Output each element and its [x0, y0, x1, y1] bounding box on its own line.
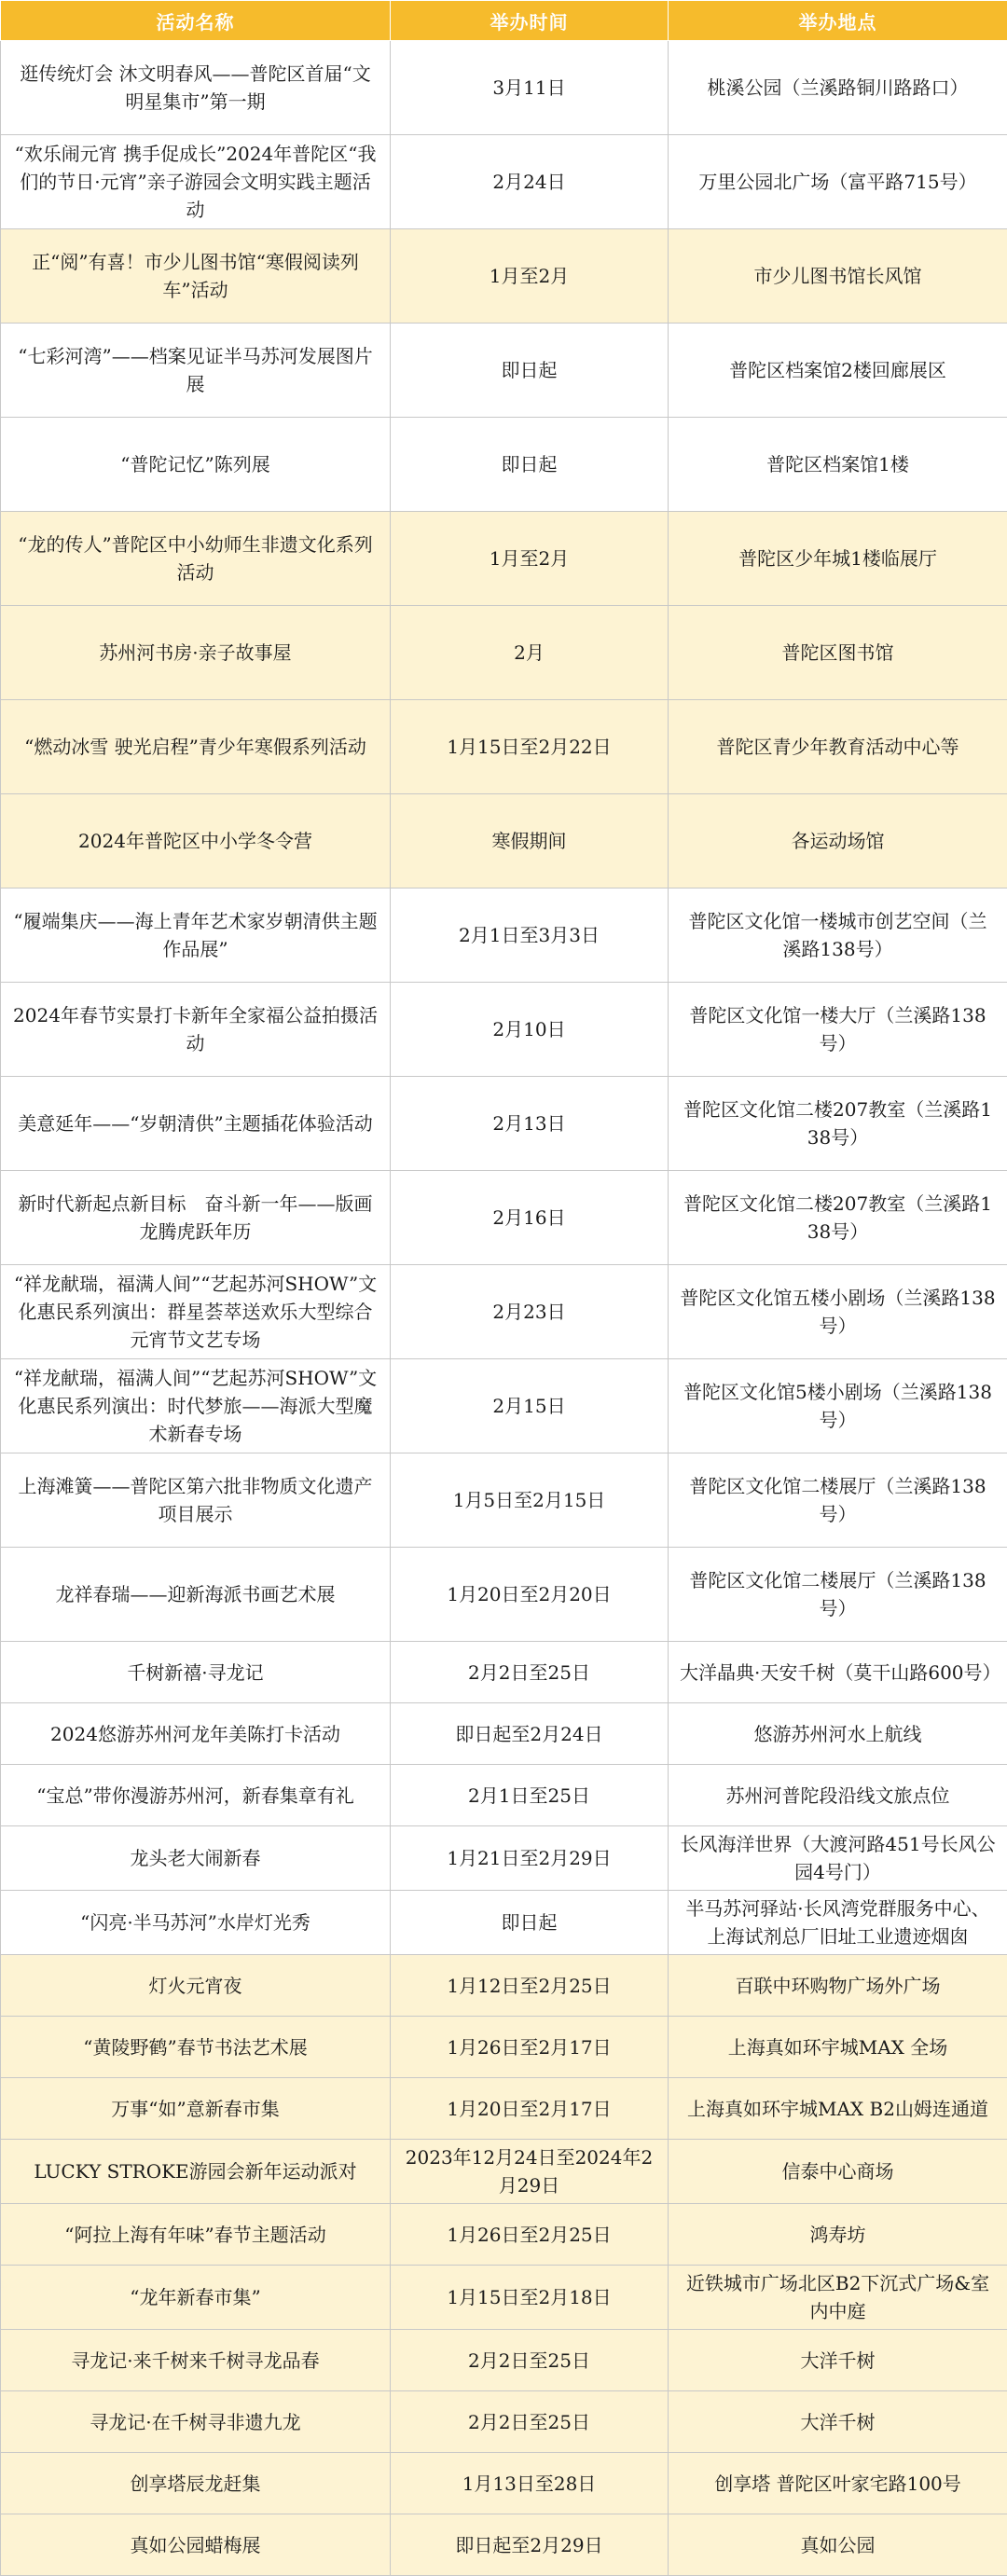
cell-activity-place: 普陀区文化馆二楼207教室（兰溪路138号）: [669, 1171, 1007, 1265]
cell-activity-name: “龙年新春市集”: [1, 2266, 391, 2330]
cell-activity-time: 1月20日至2月20日: [391, 1548, 669, 1642]
table-row: [1, 1891, 1007, 1955]
cell-activity-name: “宝总”带你漫游苏州河，新春集章有礼: [1, 1765, 391, 1826]
cell-activity-name: “祥龙献瑞，福满人间”“艺起苏河SHOW”文化惠民系列演出：群星荟萃送欢乐大型综合元宵节文艺专场: [1, 1265, 391, 1359]
cell-activity-place: 普陀区文化馆二楼展厅（兰溪路138号）: [669, 1548, 1007, 1642]
cell-activity-name: “祥龙献瑞，福满人间”“艺起苏河SHOW”文化惠民系列演出：时代梦旅——海派大型魔术新春专场: [1, 1359, 391, 1453]
table-row: [1, 606, 1007, 700]
table-row: [1, 1453, 1007, 1548]
cell-activity-place: 普陀区图书馆: [669, 606, 1007, 700]
cell-activity-name: “燃动冰雪 驶光启程”青少年寒假系列活动: [1, 700, 391, 794]
table-row: [1, 1359, 1007, 1453]
cell-activity-time: 2月13日: [391, 1077, 669, 1171]
table-row: [1, 1548, 1007, 1642]
table-row: [1, 229, 1007, 324]
cell-activity-time: 1月5日至2月15日: [391, 1453, 669, 1548]
cell-activity-place: 鸿寿坊: [669, 2204, 1007, 2266]
cell-activity-name: 创享塔辰龙赶集: [1, 2453, 391, 2514]
table-row: [1, 2266, 1007, 2330]
cell-activity-time: 即日起: [391, 324, 669, 418]
cell-activity-name: 逛传统灯会 沐文明春风——普陀区首届“文明星集市”第一期: [1, 41, 391, 135]
cell-activity-place: 普陀区少年城1楼临展厅: [669, 512, 1007, 606]
cell-activity-place: 悠游苏州河水上航线: [669, 1703, 1007, 1765]
cell-activity-place: 大洋晶典·天安千树（莫干山路600号）: [669, 1642, 1007, 1703]
table-row: [1, 889, 1007, 983]
cell-activity-place: 百联中环购物广场外广场: [669, 1955, 1007, 2017]
header-activity-name: 活动名称: [1, 1, 391, 41]
cell-activity-name: 正“阅”有喜！市少儿图书馆“寒假阅读列车”活动: [1, 229, 391, 324]
cell-activity-name: 灯火元宵夜: [1, 1955, 391, 2017]
cell-activity-time: 1月26日至2月17日: [391, 2017, 669, 2078]
table-row: [1, 1765, 1007, 1826]
table-row: [1, 2017, 1007, 2078]
cell-activity-place: 普陀区文化馆一楼城市创艺空间（兰溪路138号）: [669, 889, 1007, 983]
table-row: [1, 2078, 1007, 2140]
cell-activity-place: 大洋千树: [669, 2391, 1007, 2453]
cell-activity-place: 普陀区文化馆二楼展厅（兰溪路138号）: [669, 1453, 1007, 1548]
cell-activity-name: 寻龙记·在千树寻非遗九龙: [1, 2391, 391, 2453]
cell-activity-name: LUCKY STROKE游园会新年运动派对: [1, 2140, 391, 2204]
cell-activity-place: 上海真如环宇城MAX B2山姆连通道: [669, 2078, 1007, 2140]
cell-activity-name: 真如公园蜡梅展: [1, 2514, 391, 2576]
table-row: [1, 2391, 1007, 2453]
table-row: [1, 1077, 1007, 1171]
cell-activity-place: 普陀区档案馆1楼: [669, 418, 1007, 512]
cell-activity-time: 即日起: [391, 418, 669, 512]
cell-activity-time: 2月2日至25日: [391, 2391, 669, 2453]
cell-activity-place: 各运动场馆: [669, 794, 1007, 889]
cell-activity-time: 2月23日: [391, 1265, 669, 1359]
cell-activity-time: 1月15日至2月22日: [391, 700, 669, 794]
cell-activity-time: 1月26日至2月25日: [391, 2204, 669, 2266]
cell-activity-name: “欢乐闹元宵 携手促成长”2024年普陀区“我们的节日·元宵”亲子游园会文明实践主题活动: [1, 135, 391, 229]
table-row: [1, 2514, 1007, 2576]
cell-activity-name: 美意延年——“岁朝清供”主题插花体验活动: [1, 1077, 391, 1171]
cell-activity-time: 1月12日至2月25日: [391, 1955, 669, 2017]
cell-activity-time: 即日起: [391, 1891, 669, 1955]
cell-activity-name: “阿拉上海有年味”春节主题活动: [1, 2204, 391, 2266]
cell-activity-name: “履端集庆——海上青年艺术家岁朝清供主题作品展”: [1, 889, 391, 983]
table-header-row: [1, 1, 1007, 41]
table-row: [1, 512, 1007, 606]
table-row: [1, 983, 1007, 1077]
cell-activity-name: 2024年普陀区中小学冬令营: [1, 794, 391, 889]
cell-activity-name: 新时代新起点新目标 奋斗新一年——版画龙腾虎跃年历: [1, 1171, 391, 1265]
table-row: [1, 1703, 1007, 1765]
table-row: [1, 418, 1007, 512]
cell-activity-time: 2月1日至3月3日: [391, 889, 669, 983]
cell-activity-time: 2月24日: [391, 135, 669, 229]
cell-activity-name: 苏州河书房·亲子故事屋: [1, 606, 391, 700]
cell-activity-time: 2023年12月24日至2024年2月29日: [391, 2140, 669, 2204]
table-row: [1, 2204, 1007, 2266]
cell-activity-place: 上海真如环宇城MAX 全场: [669, 2017, 1007, 2078]
cell-activity-place: 普陀区青少年教育活动中心等: [669, 700, 1007, 794]
cell-activity-place: 真如公园: [669, 2514, 1007, 2576]
table-row: [1, 1265, 1007, 1359]
cell-activity-name: 万事“如”意新春市集: [1, 2078, 391, 2140]
cell-activity-name: “闪亮·半马苏河”水岸灯光秀: [1, 1891, 391, 1955]
cell-activity-time: 2月1日至25日: [391, 1765, 669, 1826]
cell-activity-time: 2月10日: [391, 983, 669, 1077]
table-row: [1, 2330, 1007, 2391]
cell-activity-place: 普陀区文化馆5楼小剧场（兰溪路138号）: [669, 1359, 1007, 1453]
table-row: [1, 135, 1007, 229]
cell-activity-place: 万里公园北广场（富平路715号）: [669, 135, 1007, 229]
cell-activity-name: 寻龙记·来千树来千树寻龙品春: [1, 2330, 391, 2391]
cell-activity-place: 桃溪公园（兰溪路铜川路路口）: [669, 41, 1007, 135]
table-row: [1, 1642, 1007, 1703]
cell-activity-time: 1月21日至2月29日: [391, 1826, 669, 1891]
table-row: [1, 2140, 1007, 2204]
cell-activity-name: 龙头老大闹新春: [1, 1826, 391, 1891]
table-row: [1, 324, 1007, 418]
table-row: [1, 1171, 1007, 1265]
cell-activity-place: 普陀区档案馆2楼回廊展区: [669, 324, 1007, 418]
cell-activity-place: 长风海洋世界（大渡河路451号长风公园4号门）: [669, 1826, 1007, 1891]
cell-activity-time: 1月至2月: [391, 229, 669, 324]
cell-activity-place: 苏州河普陀段沿线文旅点位: [669, 1765, 1007, 1826]
cell-activity-place: 普陀区文化馆五楼小剧场（兰溪路138号）: [669, 1265, 1007, 1359]
table-row: [1, 1955, 1007, 2017]
cell-activity-time: 2月2日至25日: [391, 2330, 669, 2391]
cell-activity-name: “普陀记忆”陈列展: [1, 418, 391, 512]
cell-activity-time: 2月15日: [391, 1359, 669, 1453]
table-row: [1, 1826, 1007, 1891]
cell-activity-place: 近铁城市广场北区B2下沉式广场&室内中庭: [669, 2266, 1007, 2330]
cell-activity-time: 即日起至2月29日: [391, 2514, 669, 2576]
table-row: [1, 2453, 1007, 2514]
cell-activity-time: 2月16日: [391, 1171, 669, 1265]
cell-activity-name: “黄陵野鹤”春节书法艺术展: [1, 2017, 391, 2078]
header-activity-time: 举办时间: [391, 1, 669, 41]
cell-activity-time: 2月: [391, 606, 669, 700]
cell-activity-time: 寒假期间: [391, 794, 669, 889]
table-row: [1, 794, 1007, 889]
header-activity-place: 举办地点: [669, 1, 1007, 41]
cell-activity-name: 千树新禧·寻龙记: [1, 1642, 391, 1703]
cell-activity-time: 1月13日至28日: [391, 2453, 669, 2514]
cell-activity-time: 3月11日: [391, 41, 669, 135]
cell-activity-name: “龙的传人”普陀区中小幼师生非遗文化系列活动: [1, 512, 391, 606]
cell-activity-time: 1月20日至2月17日: [391, 2078, 669, 2140]
cell-activity-time: 2月2日至25日: [391, 1642, 669, 1703]
table-row: [1, 41, 1007, 135]
cell-activity-time: 即日起至2月24日: [391, 1703, 669, 1765]
cell-activity-time: 1月15日至2月18日: [391, 2266, 669, 2330]
cell-activity-place: 普陀区文化馆二楼207教室（兰溪路138号）: [669, 1077, 1007, 1171]
cell-activity-name: 2024悠游苏州河龙年美陈打卡活动: [1, 1703, 391, 1765]
table-body: [1, 41, 1007, 2576]
cell-activity-place: 半马苏河驿站·长风湾党群服务中心、上海试剂总厂旧址工业遗迹烟囱: [669, 1891, 1007, 1955]
cell-activity-name: “七彩河湾”——档案见证半马苏河发展图片展: [1, 324, 391, 418]
cell-activity-place: 大洋千树: [669, 2330, 1007, 2391]
cell-activity-place: 市少儿图书馆长风馆: [669, 229, 1007, 324]
cell-activity-name: 上海滩簧——普陀区第六批非物质文化遗产项目展示: [1, 1453, 391, 1548]
cell-activity-name: 2024年春节实景打卡新年全家福公益拍摄活动: [1, 983, 391, 1077]
cell-activity-time: 1月至2月: [391, 512, 669, 606]
table-row: [1, 700, 1007, 794]
cell-activity-place: 信泰中心商场: [669, 2140, 1007, 2204]
cell-activity-name: 龙祥春瑞——迎新海派书画艺术展: [1, 1548, 391, 1642]
cell-activity-place: 创享塔 普陀区叶家宅路100号: [669, 2453, 1007, 2514]
cell-activity-place: 普陀区文化馆一楼大厅（兰溪路138号）: [669, 983, 1007, 1077]
